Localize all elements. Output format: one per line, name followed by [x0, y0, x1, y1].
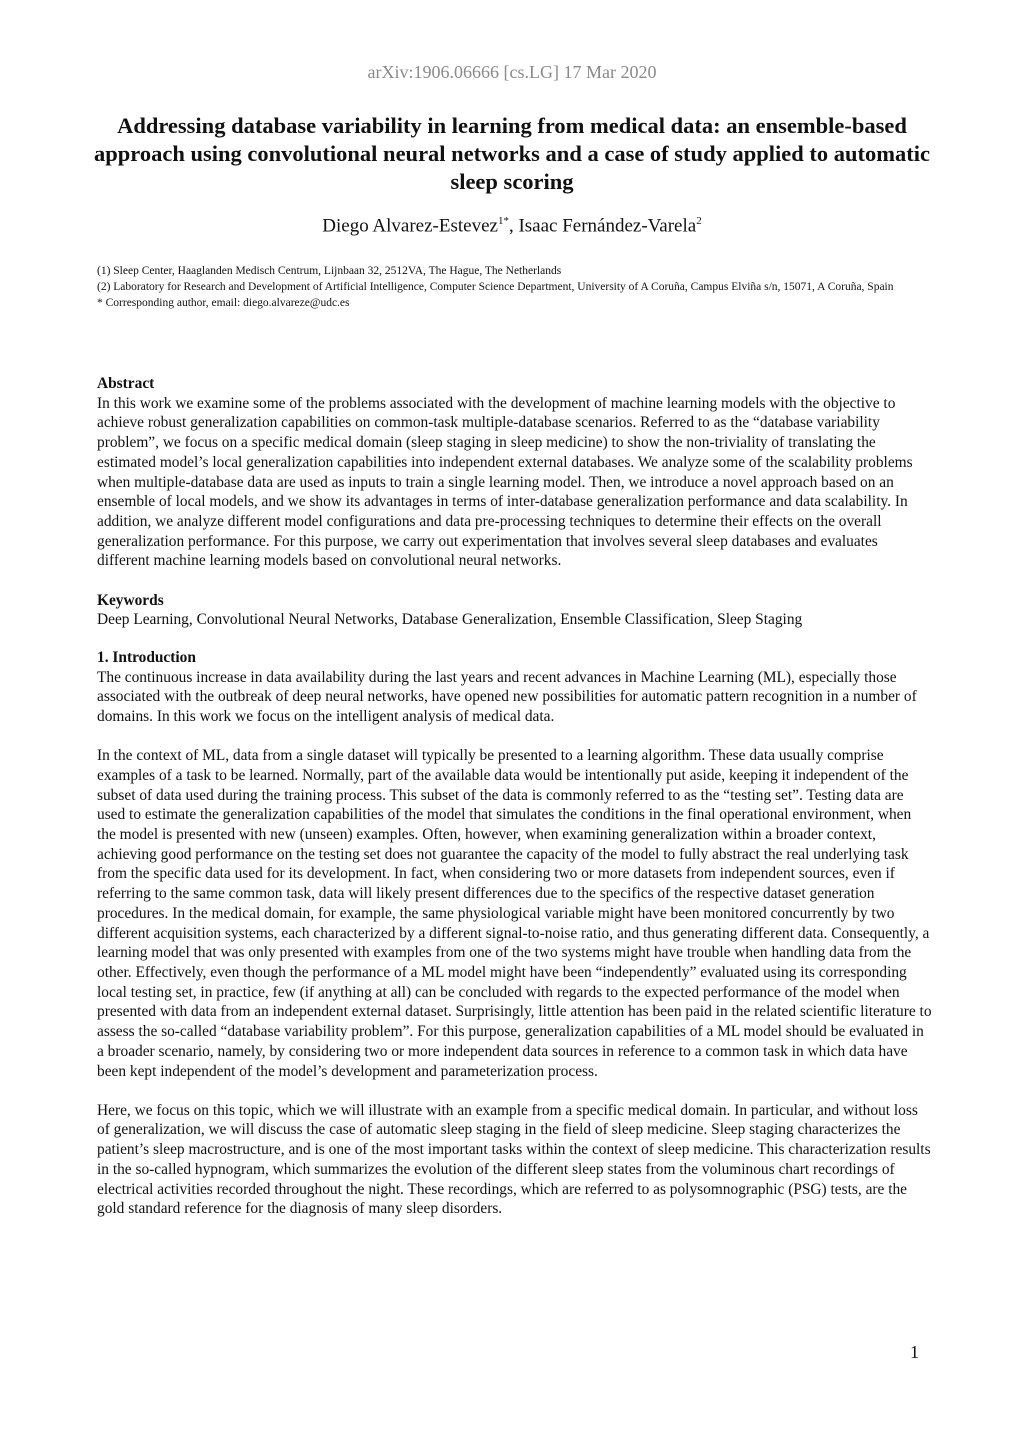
author-line	[0, 215, 1024, 237]
author-2: Isaac Fernández-Varela	[518, 215, 697, 237]
author-1: Diego Alvarez-Estevez	[322, 215, 498, 237]
paper-body	[97, 374, 933, 1219]
intro-paragraph-3: Here, we focus on this topic, which we will illustrate with an example from a specific medical domain. In particular, and without loss of generalization, we will discuss the case of automatic sleep staging in the field of sleep medicine. Sleep staging characterizes the patient’s sleep macrostructure, and is one of the most important tasks within the context of sleep medicine. This characterization results in the so-called hypnogram, which summarizes the evolution of the different sleep states from the voluminous chart recordings of electrical activities recorded throughout the night. These recordings, which are referred to as polysomnographic (PSG) tests, are the gold standard reference for the diagnosis of many sleep disorders.	[97, 1101, 931, 1218]
corresponding-author: * Corresponding author, email: diego.alvareze@udc.es	[97, 297, 350, 309]
affiliation-2: (2) Laboratory for Research and Development of Artificial Intelligence, Computer Science Department, University of A Coruña, Campus Elviña s/n, 15071, A Coruña, Spain	[97, 281, 894, 293]
arxiv-identifier: arXiv:1906.06666 [cs.LG] 17 Mar 2020	[367, 62, 657, 82]
intro-paragraph-2: In the context of ML, data from a single dataset will typically be presented to a learning algorithm. These data usually comprise examples of a task to be learned. Normally, part of the available data would be intentionally put aside, keeping it independent of the subset of data used during the training process. This subset of the data is commonly referred to as the “testing set”. Testing data are used to estimate the generalization capabilities of the model that simulates the conditions in the final operational environment, when the model is presented with new (unseen) examples. Often, however, when examining generalization within a broader context, achieving good performance on the testing set does not guarantee the capacity of the model to fully abstract the real underlying task from the specific data used for its development. In fact, when considering two or more datasets from independent sources, even if referring to the same common task, data will likely present differences due to the specifics of the respective dataset generation procedures. In the medical domain, for example, the same physiological variable might have been monitored concurrently by two different acquisition systems, each characterized by a different signal-to-noise ratio, and thus generating different data. Consequently, a learning model that was only presented with examples from one of the two systems might have trouble when handling data from the other. Effectively, even though the performance of a ML model might have been “independently” evaluated using its corresponding local testing set, in practice, few (if anything at all) can be concluded with regards to the expected performance of the model when presented with data from an independent external dataset. Surprisingly, little attention has been paid in the related scientific literature to assess the so-called “database variability problem”. For this purpose, generalization capabilities of a ML model should be evaluated in a broader scenario, namely, by considering two or more independent data sources in reference to a common task in which data have been kept independent of the model’s development and parameterization process.	[97, 747, 932, 1080]
abstract-heading: Abstract	[97, 375, 155, 392]
page-number: 1	[910, 1342, 919, 1362]
abstract-text: In this work we examine some of the problems associated with the development of machine learning models with the objective to achieve robust generalization capabilities on common-task multiple-database scenarios. Referred to as the “database variability problem”, we focus on a specific medical domain (sleep staging in sleep medicine) to show the non-triviality of translating the estimated model’s local generalization capabilities into independent external databases. We analyze some of the scalability problems when multiple-database data are used as inputs to train a single learning model. Then, we introduce a novel approach based on an ensemble of local models, and we show its advantages in terms of inter-database generalization performance and data scalability. In addition, we analyze different model configurations and data pre-processing techniques to determine their effects on the overall generalization performance. For this purpose, we carry out experimentation that involves several sleep databases and evaluates different machine learning models based on convolutional neural networks.	[97, 394, 913, 570]
introduction-heading: 1. Introduction	[97, 648, 196, 666]
author-1-affiliation-mark: 1*	[497, 215, 509, 227]
affiliations	[97, 263, 927, 311]
affiliation-1: (1) Sleep Center, Haaglanden Medisch Centrum, Lijnbaan 32, 2512VA, The Hague, The Netherlands	[97, 265, 562, 277]
paper-title: Addressing database variability in learning from medical data: an ensemble-based approach using convolutional neural networks and a case of study applied to automatic sleep scoring	[94, 113, 930, 194]
author-separator: ,	[508, 215, 519, 237]
intro-paragraph-1: The continuous increase in data availability during the last years and recent advances in Machine Learning (ML), especially those associated with the outbreak of deep neural networks, have opened new possibilities for automatic pattern recognition in a number of domains. In this work we focus on the intelligent analysis of medical data.	[97, 668, 917, 726]
keywords-heading: Keywords	[97, 591, 164, 609]
author-2-affiliation-mark: 2	[696, 215, 702, 227]
keywords-text: Deep Learning, Convolutional Neural Networks, Database Generalization, Ensemble Classification, Sleep Staging	[97, 611, 803, 629]
